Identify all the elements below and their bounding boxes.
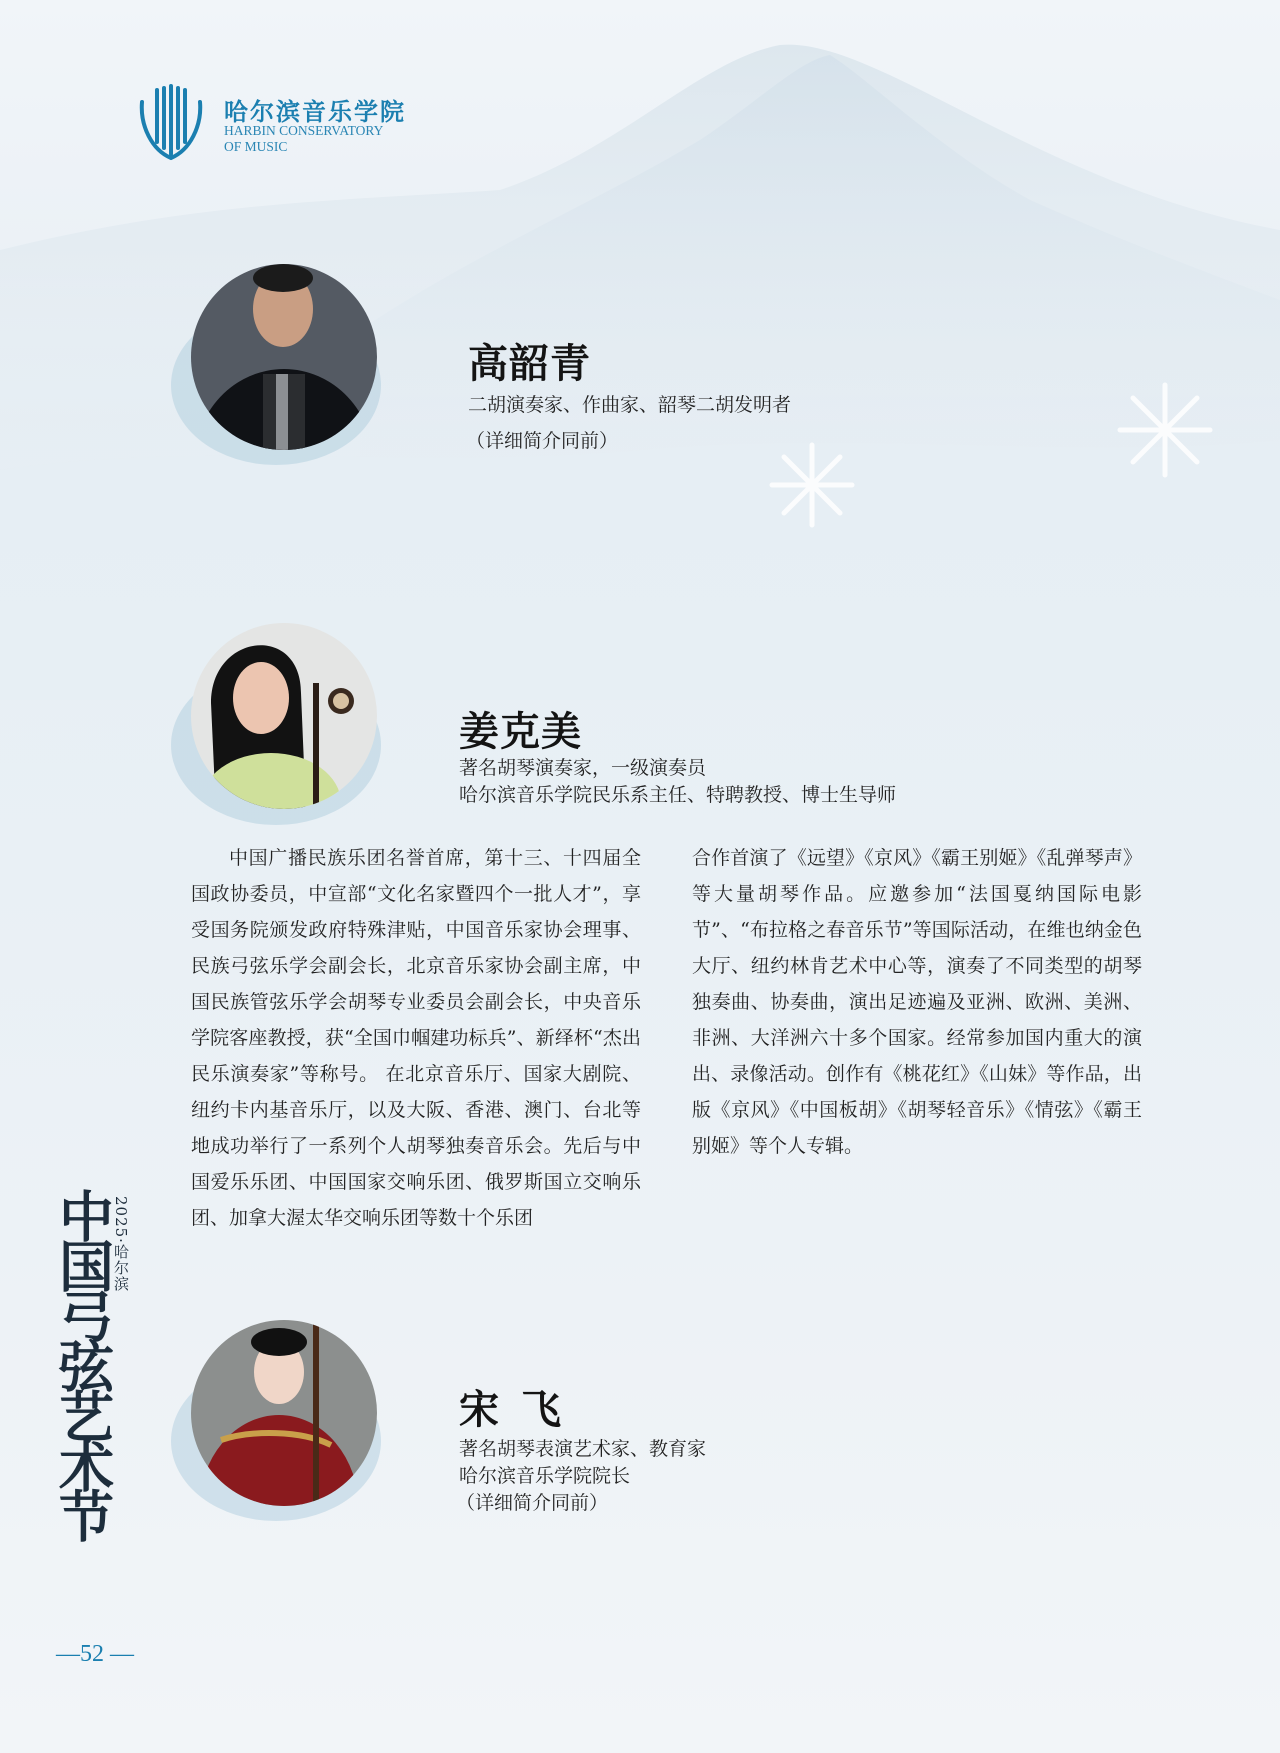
snowflake-icon [772,445,852,525]
artist-title: 二胡演奏家、作曲家、韶琴二胡发明者 [468,394,792,416]
artist-position: 哈尔滨音乐学院民乐系主任、特聘教授、博士生导师 [459,784,897,806]
artist-note: （详细简介同前） [466,430,619,452]
festival-title: 中国弓弦艺术节 [50,1188,115,1538]
artist-name: 宋飞 [459,1386,583,1433]
artist-title: 著名胡琴表演艺术家、教育家 [459,1438,707,1460]
portrait-gao-shaoqing [191,264,377,450]
festival-year-city: 2025·哈尔滨 [112,1196,130,1292]
bio-column-right: 合作首演了《远望》《京风》《霸王别姬》《乱弹琴声》等大量胡琴作品。应邀参加“法国戛纳国际电影节”、“布拉格之春音乐节”等国际活动，在维也纳金色大厅、纽约林肯艺术中心等，演奏了不同类型的胡琴独奏曲、协奏曲，演出足迹遍及亚洲、欧洲、美洲、非洲、大洋洲六十多个国家。经常参加国内重大的演出、录像活动。创作有《桃花红》《山妹》等作品，出版《京风》《中国板胡》《胡琴轻音乐》《情弦》《霸王别姬》等个人专辑。 [692,847,1142,1157]
artist-position: 哈尔滨音乐学院院长 [459,1465,631,1487]
artist-title: 著名胡琴演奏家，一级演奏员 [459,757,707,779]
artist-note: （详细简介同前） [456,1492,609,1514]
portrait-song-fei [191,1320,377,1506]
snowflake-icon [1120,385,1210,475]
harp-logo-icon [136,84,206,164]
artist-name: 姜克美 [459,708,582,755]
portrait-jiang-kemei [191,623,377,809]
bio-column-left: 中国广播民族乐团名誉首席，第十三、十四届全国政协委员，中宣部“文化名家暨四个一批人才”，享受国务院颁发政府特殊津贴，中国音乐家协会理事、民族弓弦乐学会副会长，北京音乐家协会副主席，中国民族管弦乐学会胡琴专业委员会副会长，中央音乐学院客座教授，获“全国巾帼建功标兵”、新绎杯“杰出民乐演奏家”等称号。 在北京音乐厅、国家大剧院、纽约卡内基音乐厅，以及大阪、香港、澳门、台北等地成功举行了一系列个人胡琴独奏音乐会。先后与中国爱乐乐团、中国国家交响乐团、俄罗斯国立交响乐团、加拿大渥太华交响乐团等数十个乐团 [191,847,641,1229]
artist-name: 高韶青 [468,340,591,387]
logo-chinese-name: 哈尔滨音乐学院 [224,97,406,126]
page-number: —52 — [56,1641,134,1667]
logo-english-name: HARBIN CONSERVATORY OF MUSIC [224,123,384,154]
